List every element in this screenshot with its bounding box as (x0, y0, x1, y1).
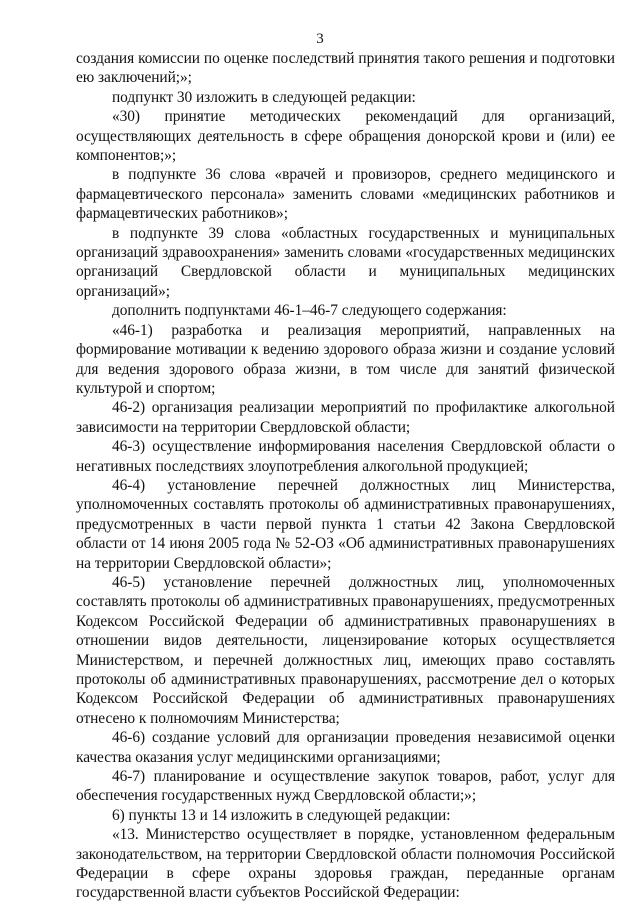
paragraph-subpoint-46-1: «46-1) разработка и реализация мероприятий, направленных на формирование мотивации к ведению здорового образа жизни и создание условий для ведения здорового образа жизни, в том числе для занятий физической культурой и спортом; (76, 321, 615, 397)
paragraph-subpoint-46-3: 46-3) осуществление информирования населения Свердловской области о негативных последствиях злоупотребления алкогольной продукцией; (76, 438, 615, 475)
paragraph-subpoint-46-2: 46-2) организация реализации мероприятий по профилактике алкогольной зависимости на территории Свердловской области; (76, 399, 615, 436)
paragraph-subpoint-30-text: «30) принятие методических рекомендаций для организаций, осуществляющих деятельность в сфере обращения донорской крови и (или) ее компонентов;»; (76, 108, 615, 165)
paragraph-subpoint-46-4: 46-4) установление перечней должностных лиц Министерства, уполномоченных составлять протоколы об административных правонарушениях, предусмотренных в части первой пункта 1 статьи 42 Закона Свердловской области от 14 июня 2005 года № 52-ОЗ «Об административных правонарушениях на территории Свердловской области»; (76, 476, 615, 572)
paragraph-subpoint-39: в подпункте 39 слова «областных государственных и муниципальных организаций здравоохранения» заменить словами «государственных медицинских организаций Свердловской области и муниципальных медицинских организаций»; (76, 224, 615, 300)
paragraph-continuation: создания комиссии по оценке последствий принятия такого решения и подготовки ею заключений;»; (76, 50, 615, 87)
page-number: 3 (316, 31, 324, 47)
paragraph-point-13: «13. Министерство осуществляет в порядке, установленном федеральным законодательством, на территории Свердловской области полномочия Российской Федерации в сфере охраны здоровья граждан, переданные органам государственной власти субъектов Российской Федерации: (76, 826, 615, 902)
paragraph-subpoint-36: в подпункте 36 слова «врачей и провизоров, среднего медицинского и фармацевтического персонала» заменить словами «медицинских работников и фармацевтических работников»; (76, 166, 615, 223)
document-body (76, 49, 615, 903)
paragraph-add-subpoints: дополнить подпунктами 46-1–46-7 следующего содержания: (112, 302, 507, 320)
paragraph-subpoint-46-5: 46-5) установление перечней должностных лиц, уполномоченных составлять протоколы об административных правонарушениях, предусмотренных Кодексом Российской Федерации об административных правонарушениях в отношении видов деятельности, лицензирование которых осуществляется Министерством, и перечней должностных лиц, имеющих право составлять протоколы об административных правонарушениях, рассмотрение дел о которых Кодексом Российской Федерации об административных правонарушениях отнесено к полномочиям Министерства; (76, 573, 615, 727)
paragraph-subpoint-46-6: 46-6) создание условий для организации проведения независимой оценки качества оказания услуг медицинскими организациями; (76, 729, 615, 766)
paragraph-item-6: 6) пункты 13 и 14 изложить в следующей редакции: (112, 806, 451, 824)
paragraph-subpoint-30-intro: подпункт 30 изложить в следующей редакции: (112, 88, 416, 106)
paragraph-subpoint-46-7: 46-7) планирование и осуществление закупок товаров, работ, услуг для обеспечения государственных нужд Свердловской области;»; (76, 768, 615, 805)
